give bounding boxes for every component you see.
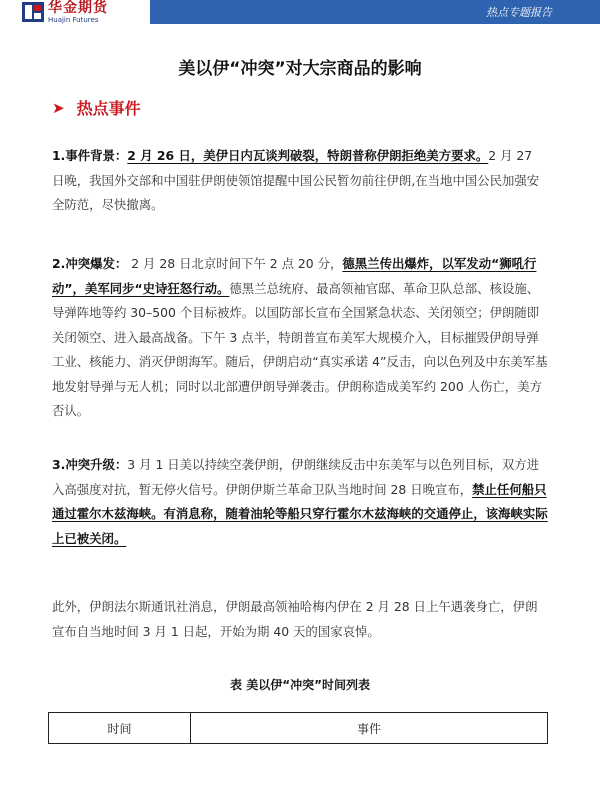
body-text: 此外，伊朗法尔斯通讯社消息，伊朗最高领袖哈梅内伊在 2 月 28 日上午遇袭身亡，伊朗宣布自当地时间 3 月 1 日起，开始为期 40 天的国家哀悼。 bbox=[52, 599, 538, 639]
page-header bbox=[0, 0, 600, 24]
highlight-text: 德黑兰传出爆炸，以军发动“狮吼行动”，美军同步“史诗狂怒行动。 bbox=[52, 256, 537, 296]
paragraph-label: 2.冲突爆发： bbox=[52, 256, 128, 271]
highlight-text: 2 月 26 日，美伊日内瓦谈判破裂，特朗普称伊朗拒绝美方要求。 bbox=[127, 148, 489, 163]
chevron-right-icon: ➤ bbox=[52, 98, 65, 117]
section-heading-text: 热点事件 bbox=[76, 99, 141, 118]
report-type-tag: 热点专题报告 bbox=[486, 6, 552, 19]
table-header-time: 时间 bbox=[49, 713, 191, 743]
logo-english-name: Huajin Futures bbox=[48, 16, 99, 24]
paragraph-label: 3.冲突升级： bbox=[52, 457, 128, 472]
table-caption: 表 美以伊“冲突”时间列表 bbox=[230, 678, 370, 692]
highlight-text: 禁止任何船只通过霍尔木兹海峡。有消息称，随着油轮等船只穿行霍尔木兹海峡的交通停止，该海峡实际上已被关闭。 bbox=[52, 481, 548, 546]
paragraph-escalation bbox=[52, 453, 548, 551]
section-heading bbox=[52, 96, 141, 119]
table-header-event: 事件 bbox=[356, 721, 381, 736]
timeline-table bbox=[48, 712, 548, 744]
paragraph-label: 1.事件背景： bbox=[52, 148, 128, 163]
logo-chinese-name: 华金期货 bbox=[48, 0, 108, 16]
page-title: 美以伊“冲突”对大宗商品的影响 bbox=[178, 59, 422, 79]
logo-mark-icon bbox=[22, 2, 44, 22]
body-text: 2 月 28 日北京时间下午 2 点 20 分， bbox=[127, 256, 343, 271]
body-text: 德黑兰总统府、最高领袖官邸、革命卫队总部、核设施、导弹阵地等约 30–500 个目标被炸。以国防部长宣布全国紧急状态、关闭领空；伊朗随即关闭领空、进入最高战备。下午 3 点半，特朗普宣布美军大规模介入，目标摧毁伊朗导弹工业、核能力、消灭伊朗海军。随后，伊朗启动“真实承诺 4”反击，向以色列及中东美军基地发射导弹与无人机；同时以北部遭伊朗导弹袭击。伊朗称造成美军约 200 人伤亡，美方否认。 bbox=[52, 280, 548, 418]
body-text: 2 月 27 日晚，我国外交部和中国驻伊朗使领馆提醒中国公民暂勿前往伊朗,在当地中国公民加强安全防范，尽快撤离。 bbox=[52, 148, 540, 212]
paragraph-background bbox=[52, 144, 548, 218]
paragraph-additional bbox=[52, 595, 548, 644]
paragraph-outbreak bbox=[52, 252, 548, 424]
body-text: 3 月 1 日美以持续空袭伊朗，伊朗继续反击中东美军与以色列目标，双方进入高强度对抗，暂无停火信号。伊朗伊斯兰革命卫队当地时间 28 日晚宣布， bbox=[52, 457, 539, 497]
company-logo bbox=[22, 0, 108, 24]
